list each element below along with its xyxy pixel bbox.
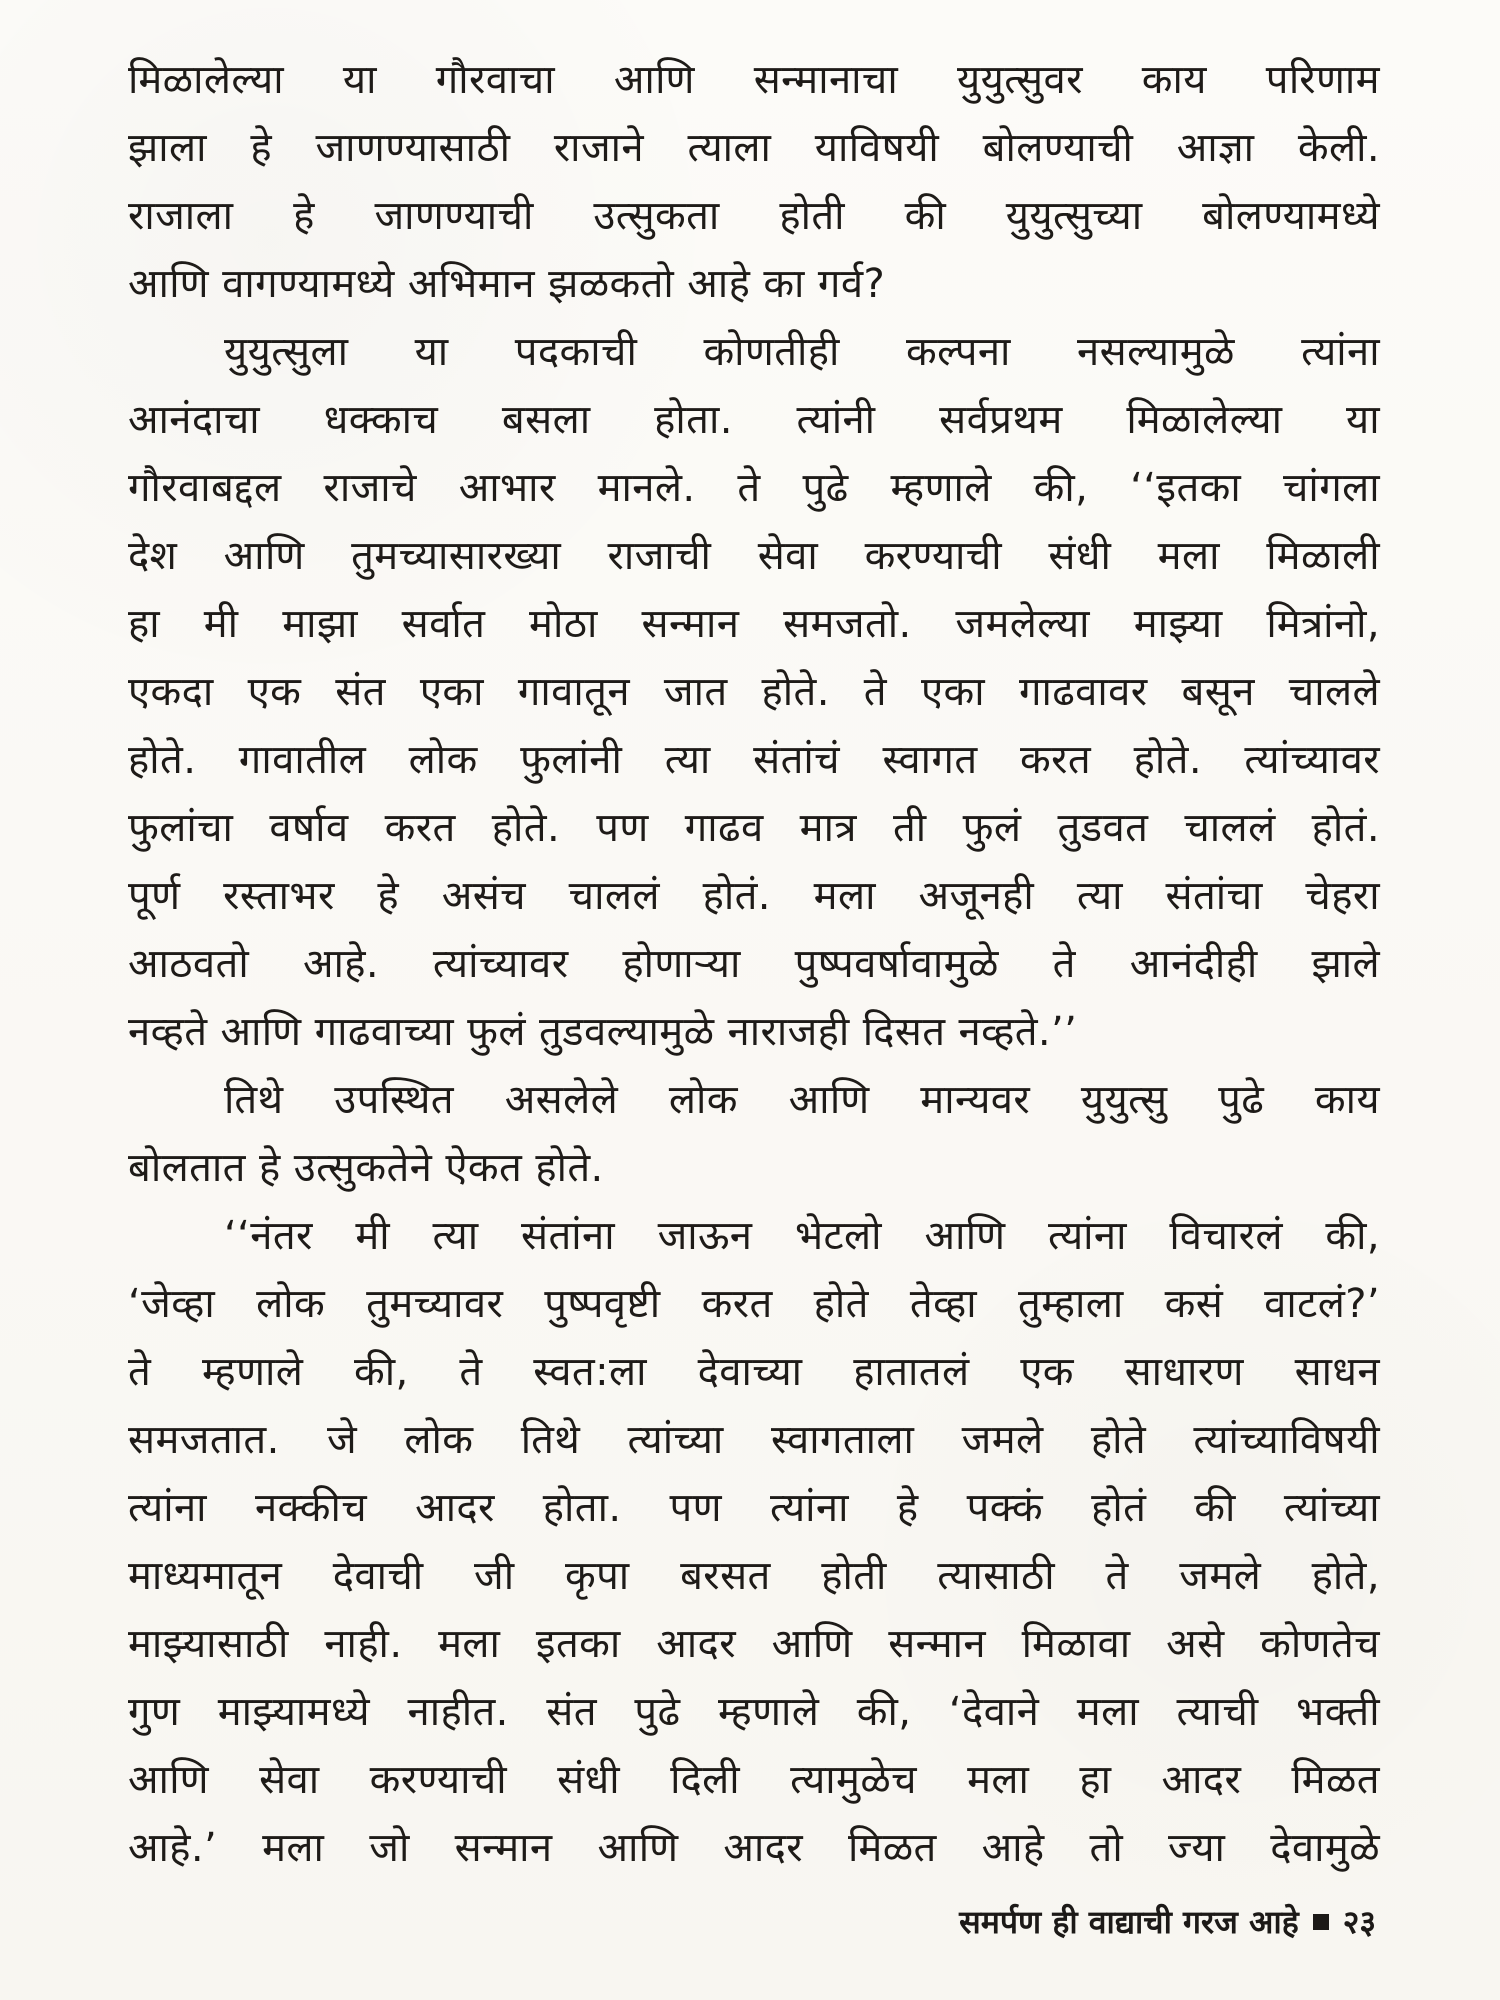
paragraph-line-13: पूर्ण रस्ताभर हे असंच चाललं होतं. मला अजूनही त्या संतांचा चेहरा	[128, 873, 1380, 919]
page-number: २३	[1342, 1903, 1376, 1941]
footer-title: समर्पण ही वाद्याची गरज आहे	[959, 1903, 1299, 1941]
paragraph-line-1: मिळालेल्या या गौरवाचा आणि सन्मानाचा युयुत्सुवर काय परिणाम	[128, 57, 1380, 103]
paragraph-line-27: आहे.’ मला जो सन्मान आणि आदर मिळत आहे तो ज्या देवामुळे	[128, 1825, 1380, 1871]
paragraph-line-14: आठवतो आहे. त्यांच्यावर होणाऱ्या पुष्पवर्षावामुळे ते आनंदीही झाले	[128, 941, 1380, 987]
paragraph-line-3: राजाला हे जाणण्याची उत्सुकता होती की युयुत्सुच्या बोलण्यामध्ये	[128, 193, 1380, 239]
paragraph-line-6: आनंदाचा धक्काच बसला होता. त्यांनी सर्वप्रथम मिळालेल्या या	[128, 397, 1380, 443]
paragraph-line-25: गुण माझ्यामध्ये नाहीत. संत पुढे म्हणाले की, ‘देवाने मला त्याची भक्ती	[128, 1689, 1380, 1735]
paragraph-line-24: माझ्यासाठी नाही. मला इतका आदर आणि सन्मान मिळावा असे कोणतेच	[128, 1621, 1380, 1667]
paragraph-line-10: एकदा एक संत एका गावातून जात होते. ते एका गाढवावर बसून चालले	[128, 669, 1380, 715]
paragraph-line-5: युयुत्सुला या पदकाची कोणतीही कल्पना नसल्यामुळे त्यांना	[224, 329, 1380, 375]
paragraph-line-19: ‘जेव्हा लोक तुमच्यावर पुष्पवृष्टी करत होते तेव्हा तुम्हाला कसं वाटलं?’	[128, 1281, 1380, 1327]
paragraph-line-17: बोलतात हे उत्सुकतेने ऐकत होते.	[128, 1145, 604, 1191]
paragraph-line-16: तिथे उपस्थित असलेले लोक आणि मान्यवर युयुत्सु पुढे काय	[224, 1077, 1380, 1123]
paragraph-line-15: नव्हते आणि गाढवाच्या फुलं तुडवल्यामुळे नाराजही दिसत नव्हते.’’	[128, 1009, 1078, 1055]
paragraph-line-8: देश आणि तुमच्यासारख्या राजाची सेवा करण्याची संधी मला मिळाली	[128, 533, 1380, 579]
paragraph-line-22: त्यांना नक्कीच आदर होता. पण त्यांना हे पक्कं होतं की त्यांच्या	[128, 1485, 1380, 1531]
body-text	[128, 46, 1380, 1882]
paragraph-line-2: झाला हे जाणण्यासाठी राजाने त्याला याविषयी बोलण्याची आज्ञा केली.	[128, 125, 1380, 171]
paragraph-line-11: होते. गावातील लोक फुलांनी त्या संतांचं स्वागत करत होते. त्यांच्यावर	[128, 737, 1380, 783]
paragraph-line-21: समजतात. जे लोक तिथे त्यांच्या स्वागताला जमले होते त्यांच्याविषयी	[128, 1417, 1380, 1463]
paragraph-line-12: फुलांचा वर्षाव करत होते. पण गाढव मात्र ती फुलं तुडवत चाललं होतं.	[128, 805, 1380, 851]
page-footer	[959, 1903, 1376, 1941]
paragraph-line-26: आणि सेवा करण्याची संधी दिली त्यामुळेच मला हा आदर मिळत	[128, 1757, 1380, 1803]
paragraph-line-23: माध्यमातून देवाची जी कृपा बरसत होती त्यासाठी ते जमले होते,	[128, 1553, 1380, 1599]
footer-square-icon	[1313, 1914, 1329, 1930]
paragraph-line-9: हा मी माझा सर्वात मोठा सन्मान समजतो. जमलेल्या माझ्या मित्रांनो,	[128, 601, 1380, 647]
paragraph-line-4: आणि वागण्यामध्ये अभिमान झळकतो आहे का गर्व?	[128, 261, 886, 307]
paragraph-line-7: गौरवाबद्दल राजाचे आभार मानले. ते पुढे म्हणाले की, ‘‘इतका चांगला	[128, 465, 1380, 511]
paragraph-line-20: ते म्हणाले की, ते स्वत:ला देवाच्या हातातलं एक साधारण साधन	[128, 1349, 1380, 1395]
paragraph-line-18: ‘‘नंतर मी त्या संतांना जाऊन भेटलो आणि त्यांना विचारलं की,	[224, 1213, 1380, 1259]
